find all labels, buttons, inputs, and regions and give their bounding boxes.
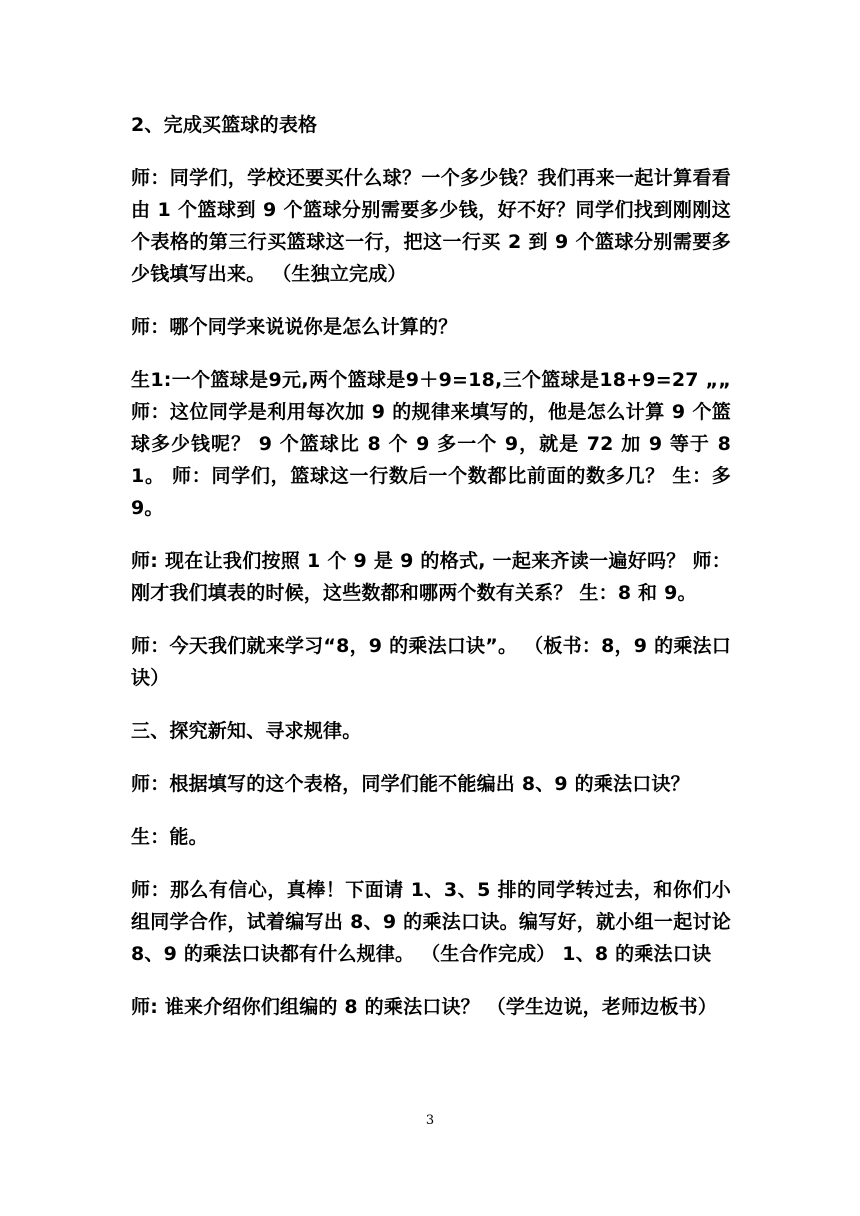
- paragraph: 师: 现在让我们按照 1 个 9 是 9 的格式, 一起来齐读一遍好吗？ 师：刚才我们填表的时候，这些数都和哪两个数有关系？ 生：8 和 9。: [131, 550, 731, 604]
- paragraph: 生1:一个篮球是9元,两个篮球是9＋9=18,三个篮球是18+9=27 „„ 师：这位同学是利用每次加 9 的规律来填写的，他是怎么计算 9 个篮球多少钱呢？ 9 个篮球比 8 个 9 多一个 9，就是 72 加 9 等于 81。 师：同学们，篮球这一行数后一个数都比前面的数多几？ 生：多 9。: [131, 369, 731, 519]
- document-body: [131, 109, 731, 1044]
- page-number: 3: [425, 1113, 435, 1128]
- paragraph: 师: 谁来介绍你们组编的 8 的乘法口诀？ （学生边说，老师边板书）: [131, 996, 718, 1018]
- paragraph: 师：今天我们就来学习“8，9 的乘法口诀”。 （板书：8，9 的乘法口诀）: [131, 635, 731, 689]
- paragraph: 师：同学们，学校还要买什么球？一个多少钱？我们再来一起计算看看由 1 个篮球到 9 个篮球分别需要多少钱，好不好？同学们找到刚刚这个表格的第三行买篮球这一行，把这一行买 2 到 9 个篮球分别需要多少钱填写出来。 （生独立完成）: [131, 167, 731, 285]
- section-heading: 三、探究新知、寻求规律。: [131, 720, 362, 742]
- section-heading: 2、完成买篮球的表格: [131, 114, 318, 136]
- paragraph: 生：能。: [131, 826, 208, 848]
- paragraph: 师：根据填写的这个表格，同学们能不能编出 8、9 的乘法口诀？: [131, 773, 690, 795]
- paragraph: 师：那么有信心，真棒！下面请 1、3、5 排的同学转过去，和你们小组同学合作，试着编写出 8、9 的乘法口诀。编写好，就小组一起讨论 8、9 的乘法口诀都有什么规律。 （生合作完成） 1、8 的乘法口诀: [131, 879, 731, 965]
- paragraph: 师：哪个同学来说说你是怎么计算的？: [131, 316, 458, 338]
